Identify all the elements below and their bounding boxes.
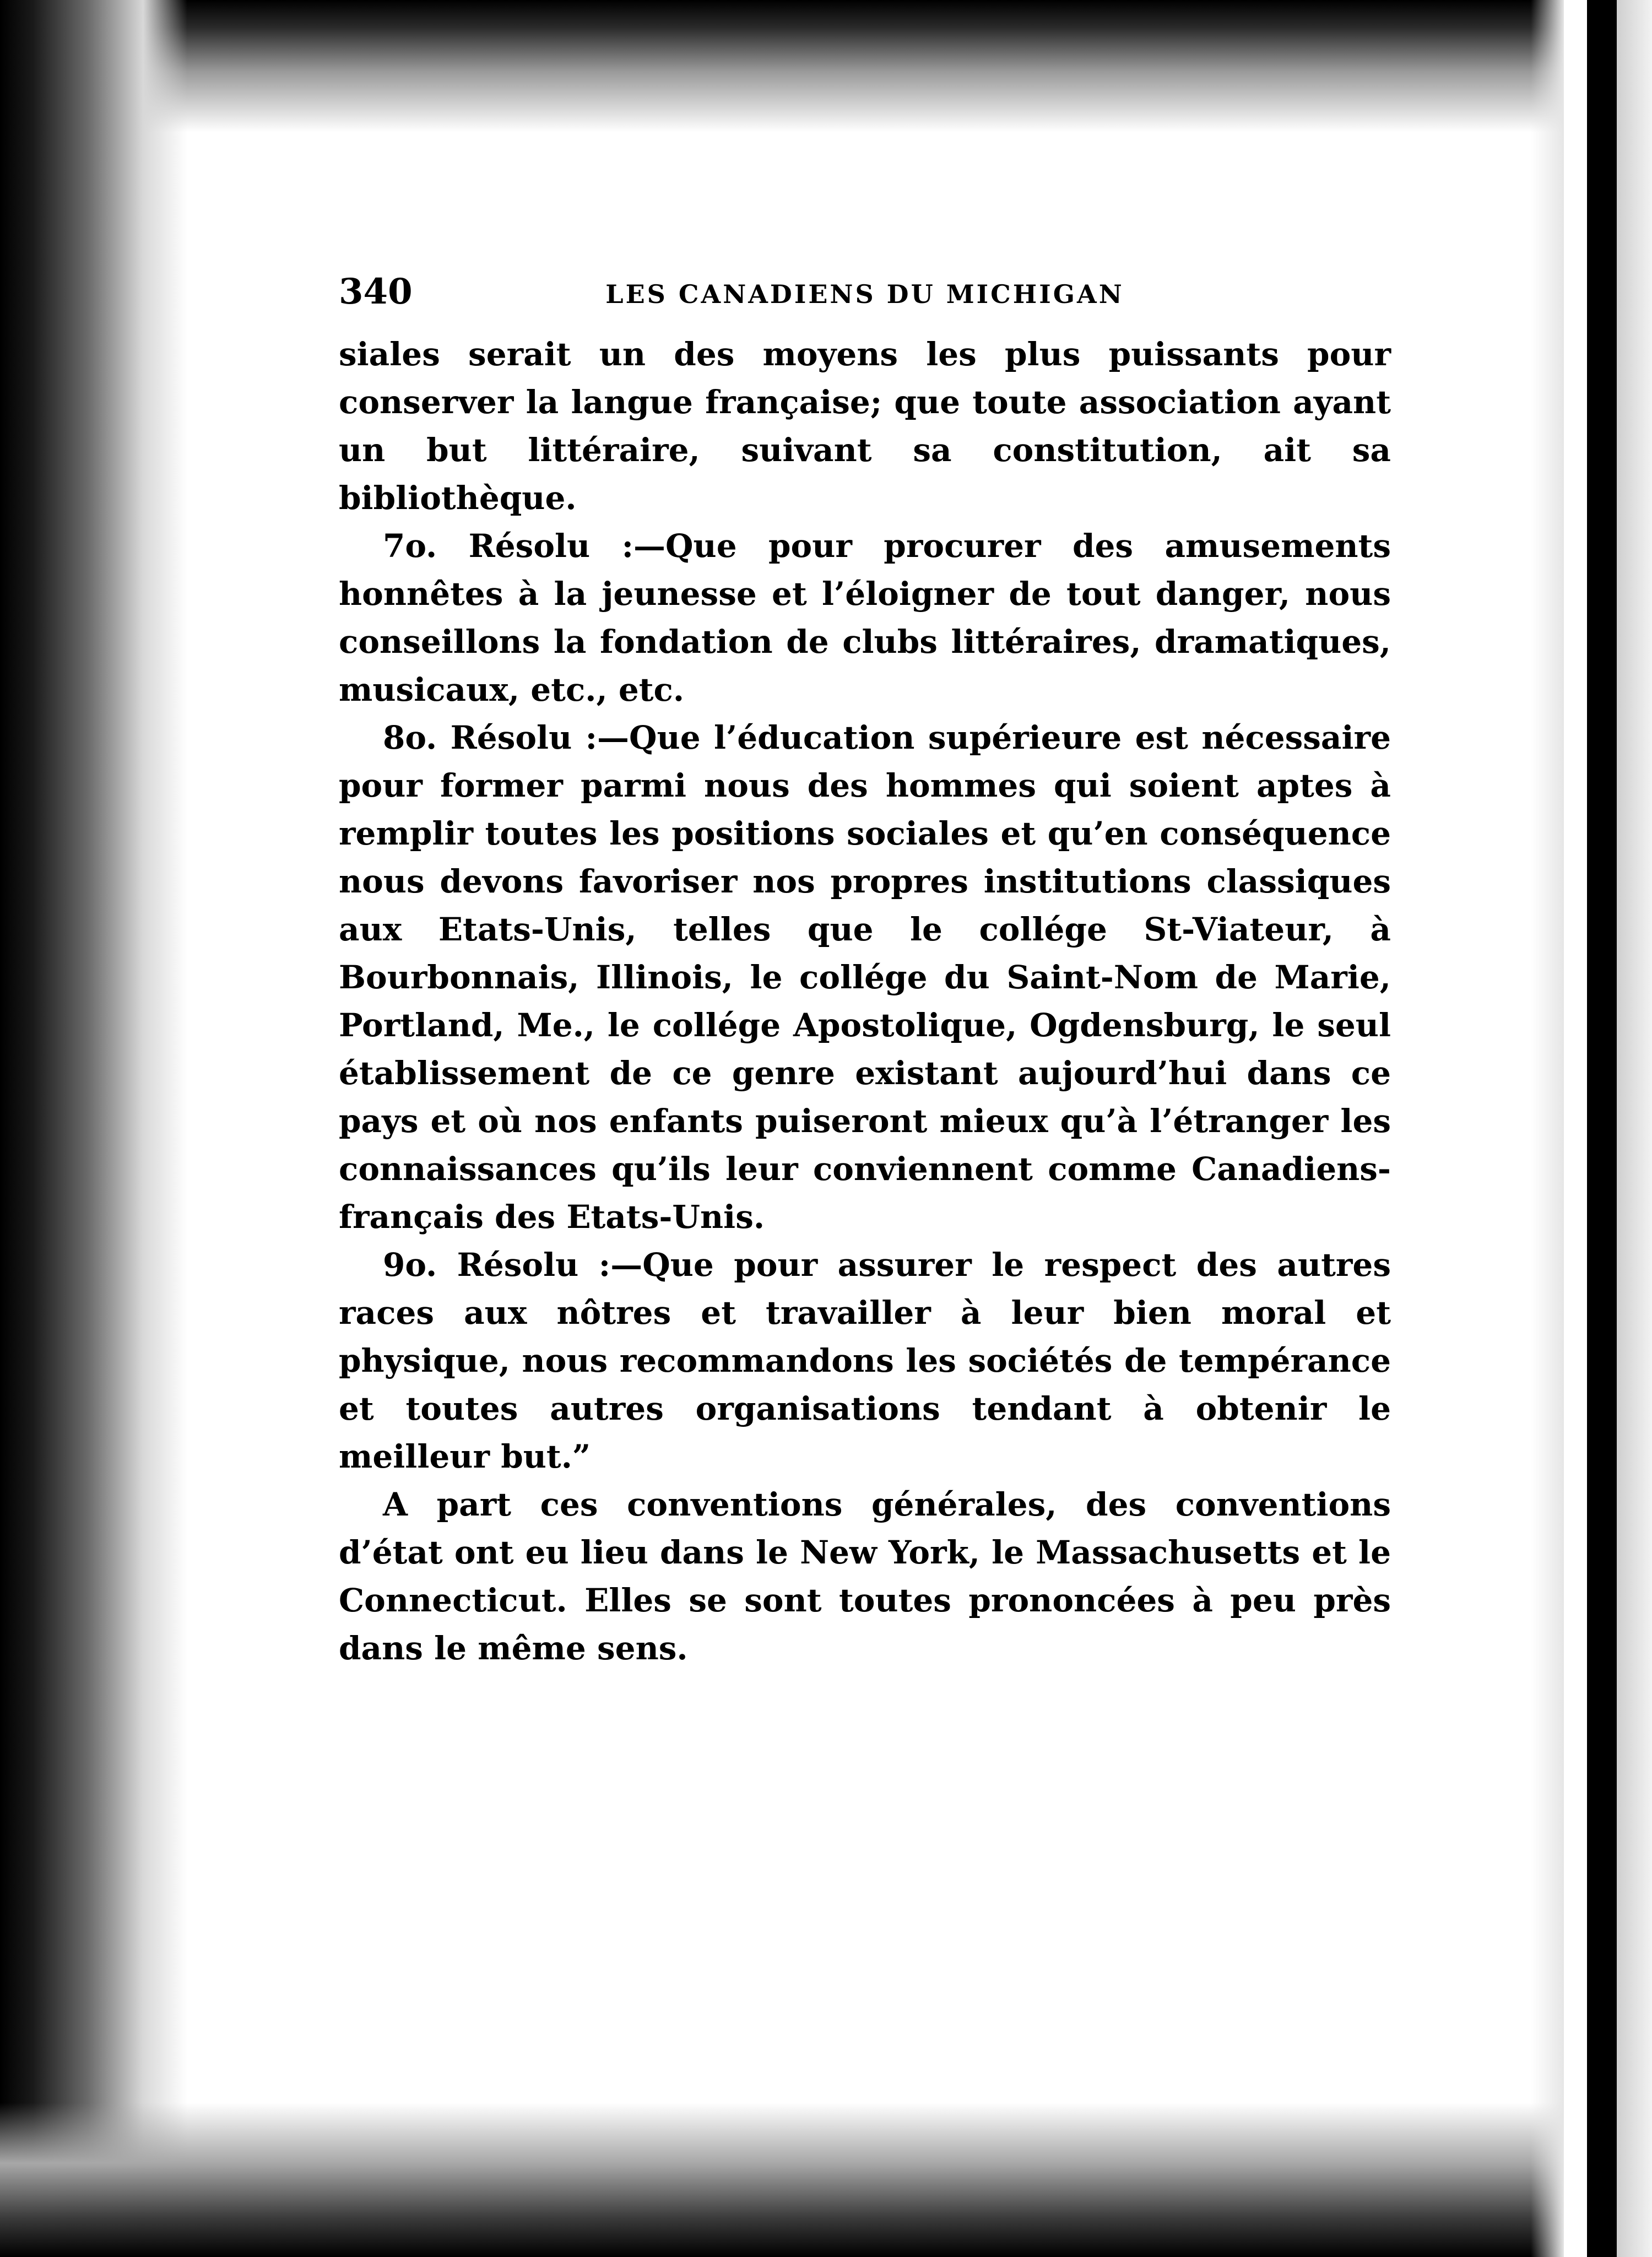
running-title: LES CANADIENS DU MICHIGAN	[605, 279, 1124, 309]
scan-shadow-bottom	[0, 2103, 1652, 2257]
scan-shadow-left	[0, 0, 187, 2257]
scan-shadow-top	[0, 0, 1652, 132]
page-header	[339, 270, 1391, 314]
scan-page-edge	[1564, 0, 1652, 2257]
paragraph-resolution-9: 9o. Résolu :—Que pour assurer le respect des autres races aux nôtres et travailler à leur bien moral et physique, nous recommandons les sociétés de tempérance et toutes autres organisations tendant à obtenir le meilleur but.”	[339, 1246, 1391, 1475]
paragraph-resolution-8: 8o. Résolu :—Que l’éducation supérieure est nécessaire pour former parmi nous des hommes qui soient aptes à remplir toutes les positions sociales et qu’en conséquence nous devons favoriser nos propres institutions classiques aux Etats-Unis, telles que le collége St-Viateur, à Bourbonnais, Illinois, le collége du Saint-Nom de Marie, Portland, Me., le collége Apostolique, Ogdensburg, le seul établissement de ce genre existant aujourd’hui dans ce pays et où nos enfants puiseront mieux qu’à l’étranger les connaissances qu’ils leur conviennent comme Canadiens-français des Etats-Unis.	[339, 719, 1391, 1236]
paragraph-continuation: siales serait un des moyens les plus puissants pour conserver la langue française; que toute association ayant un but littéraire, suivant sa constitution, ait sa bibliothèque.	[339, 335, 1391, 517]
paragraph-resolution-7: 7o. Résolu :—Que pour procurer des amusements honnêtes à la jeunesse et l’éloigner de tout danger, nous conseillons la fondation de clubs littéraires, dramatiques, musicaux, etc., etc.	[339, 527, 1391, 708]
book-page	[339, 270, 1391, 1673]
paragraph-state-conventions: A part ces conventions générales, des conventions d’état ont eu lieu dans le New York, le Massachusetts et le Connecticut. Elles se sont toutes prononcées à peu près dans le même sens.	[339, 1486, 1391, 1667]
body-text	[339, 331, 1391, 1673]
page-number: 340	[339, 271, 413, 312]
scan-shadow-right	[1531, 0, 1564, 2257]
